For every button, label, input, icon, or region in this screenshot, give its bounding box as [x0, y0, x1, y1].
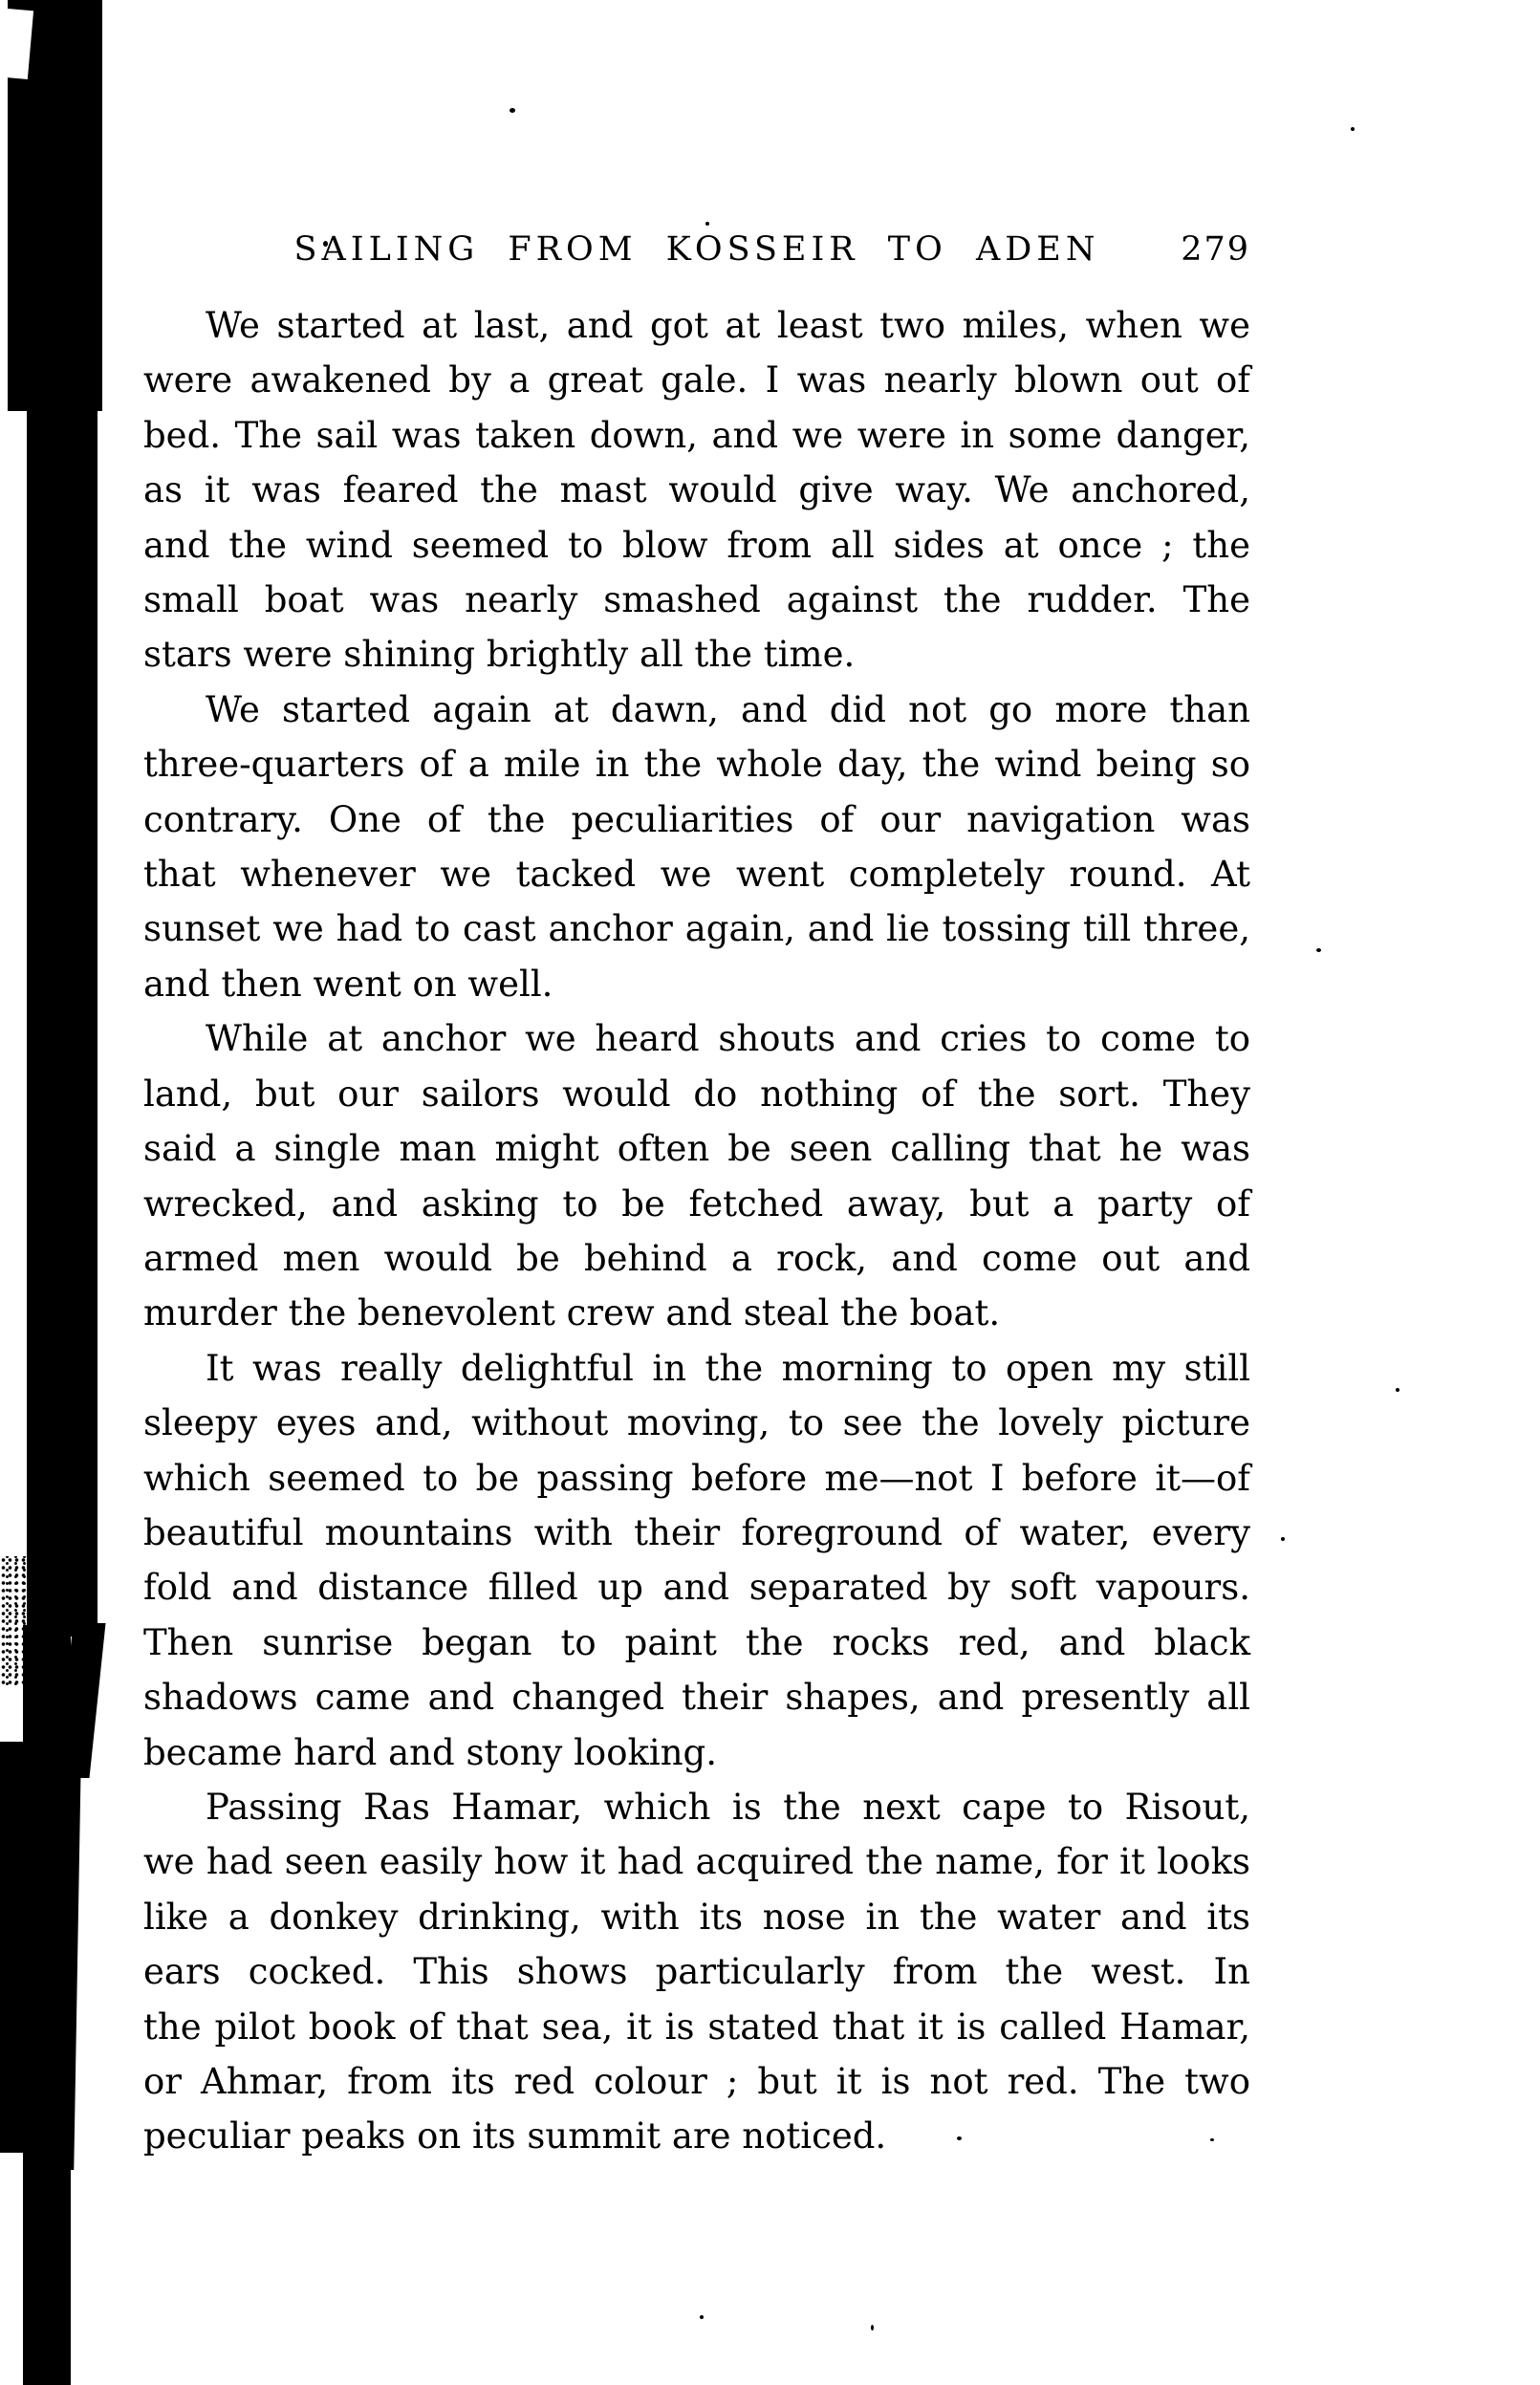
ink-speck	[700, 2315, 704, 2319]
text-line: ears cocked. This shows particularly from the west. In	[143, 1951, 1250, 1993]
text-line: small boat was nearly smashed against the rudder. The	[143, 579, 1250, 621]
text-line: were awakened by a great gale. I was nearly blown out of	[143, 359, 1250, 401]
text-line: we had seen easily how it had acquired the name, for it looks	[143, 1841, 1250, 1883]
paragraph	[143, 1011, 1250, 1340]
text-line: which seemed to be passing before me—not I before it—of	[143, 1457, 1250, 1499]
ink-speck	[510, 108, 515, 113]
text-line: that whenever we tacked we went completely round. At	[143, 854, 1250, 896]
text-line: stars were shining brightly all the time.	[143, 634, 856, 676]
text-line: We started at last, and got at least two miles, when we	[206, 305, 1250, 346]
text-line: and the wind seemed to blow from all sides at once ; the	[143, 524, 1250, 566]
text-line: like a donkey drinking, with its nose in the water and its	[143, 1896, 1250, 1938]
text-line: sleepy eyes and, without moving, to see the lovely picture	[143, 1402, 1250, 1444]
ink-speck	[1316, 948, 1321, 952]
body-text	[143, 298, 1250, 2164]
ink-speck	[1396, 1388, 1399, 1392]
text-line: Then sunrise began to paint the rocks red, and black	[143, 1621, 1250, 1663]
text-line: We started again at dawn, and did not go more than	[206, 688, 1250, 730]
text-line: land, but our sailors would do nothing of the sort. They	[143, 1073, 1250, 1115]
text-line: wrecked, and asking to be fetched away, but a party of	[143, 1182, 1250, 1225]
text-line: said a single man might often be seen calling that he was	[143, 1128, 1250, 1170]
running-header	[143, 229, 1250, 270]
page-content	[143, 229, 1250, 2164]
ink-speck	[1281, 1537, 1285, 1541]
scan-gutter-bulge	[0, 1742, 26, 2153]
scan-gutter-middle	[27, 401, 98, 1637]
text-line: three-quarters of a mile in the whole day, the wind being so	[143, 744, 1250, 786]
ink-speck	[705, 222, 709, 226]
paragraph	[143, 1780, 1250, 2164]
scan-speckle-patch	[0, 1556, 27, 1685]
text-line: as it was feared the mast would give way. We anchored,	[143, 469, 1250, 511]
text-line: Passing Ras Hamar, which is the next cape to Risout,	[206, 1786, 1250, 1828]
paragraph	[143, 298, 1250, 683]
text-line: peculiar peaks on its summit are noticed.	[143, 2115, 887, 2157]
page-header-title: SAILING FROM KOSSEIR TO ADEN	[293, 230, 1100, 269]
text-line: sunset we had to cast anchor again, and lie tossing till three,	[143, 908, 1250, 950]
text-line: the pilot book of that sea, it is stated that it is called Hamar,	[143, 2006, 1250, 2048]
text-line: became hard and stony looking.	[143, 1731, 718, 1773]
page-number: 279	[1181, 230, 1250, 269]
text-line: shadows came and changed their shapes, and presently all	[143, 1677, 1250, 1719]
text-line: or Ahmar, from its red colour ; but it is not red. The two	[143, 2061, 1250, 2102]
text-line: and then went on well.	[143, 963, 553, 1005]
text-line: bed. The sail was taken down, and we were in some danger,	[143, 414, 1250, 456]
ink-speck	[871, 2325, 874, 2331]
text-line: While at anchor we heard shouts and cries to come to	[206, 1018, 1250, 1060]
paragraph	[143, 1341, 1250, 1780]
text-line: contrary. One of the peculiarities of our navigation was	[143, 798, 1250, 840]
scan-gutter-bottom	[23, 1625, 71, 2385]
text-line: beautiful mountains with their foreground of water, every	[143, 1511, 1250, 1553]
ink-speck	[1351, 127, 1355, 131]
text-line: murder the benevolent crew and steal the boat.	[143, 1292, 1001, 1334]
paragraph	[143, 683, 1250, 1011]
text-line: It was really delightful in the morning to open my still	[206, 1347, 1250, 1389]
text-line: fold and distance filled up and separated by soft vapours.	[143, 1567, 1250, 1609]
text-line: armed men would be behind a rock, and come out and	[143, 1237, 1250, 1279]
